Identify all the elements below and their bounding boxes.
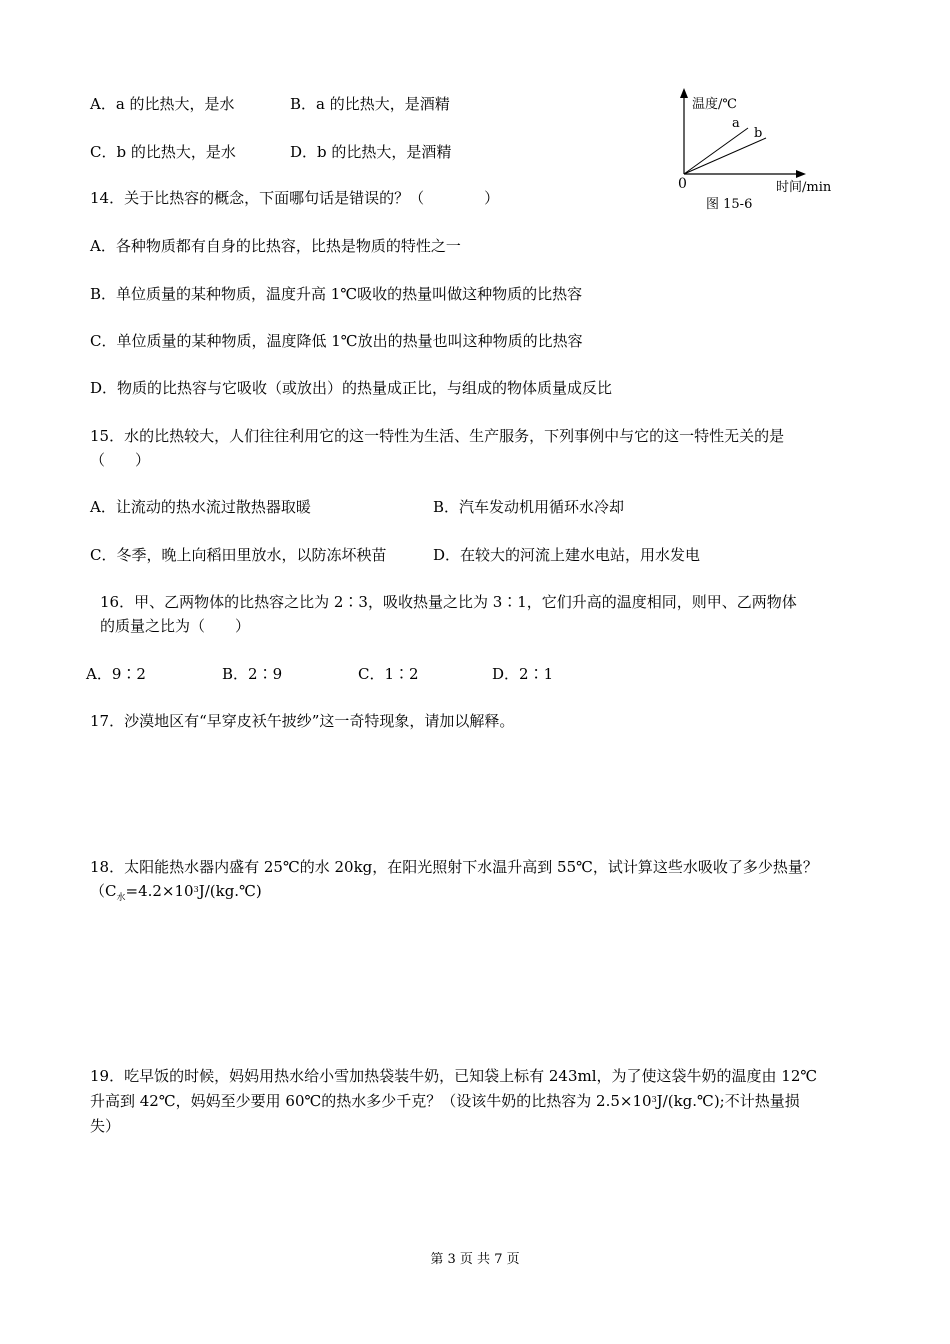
x-axis-label: 时间/min (776, 180, 832, 195)
q14-option-a: A．各种物质都有自身的比热容，比热是物质的特性之一 (90, 237, 461, 255)
figure-15-6 (668, 84, 848, 219)
line-a-label: a (732, 116, 740, 131)
q16-stem-line1: 16．甲、乙两物体的比热容之比为 2∶3，吸收热量之比为 3∶1，它们升高的温度相同，则甲、乙两物体 (100, 593, 797, 611)
line-a (684, 128, 748, 174)
x-axis-arrow (796, 170, 806, 178)
q13-option-a: A．a 的比热大，是水 (90, 95, 235, 113)
q19-line2-pre: 升高到 42℃，妈妈至少要用 60℃的热水多少千克？（设该牛奶的比热容为 2.5×10 (90, 1092, 652, 1110)
page-number: 第 3 页 共 7 页 (430, 1252, 520, 1267)
line-b (684, 138, 766, 174)
q16-option-b: B．2∶9 (222, 665, 283, 683)
line-b-label: b (754, 126, 763, 141)
q14-option-d: D．物质的比热容与它吸收（或放出）的热量成正比，与组成的物体质量成反比 (90, 379, 613, 397)
q18-line1: 18．太阳能热水器内盛有 25℃的水 20kg，在阳光照射下水温升高到 55℃，试计算这些水吸收了多少热量？ (90, 858, 818, 876)
q19-line1: 19．吃早饭的时候，妈妈用热水给小雪加热袋装牛奶，已知袋上标有 243ml，为了使这袋牛奶的温度由 12℃ (90, 1067, 818, 1085)
q13-option-b: B．a 的比热大，是酒精 (290, 95, 450, 113)
q14-stem: 14．关于比热容的概念，下面哪句话是错误的？（ ） (90, 189, 500, 207)
q15-option-c: C．冬季，晚上向稻田里放水，以防冻坏秧苗 (90, 546, 387, 564)
y-axis-arrow (680, 88, 688, 98)
y-axis-label: 温度/℃ (692, 97, 737, 112)
origin-label: 0 (678, 176, 687, 192)
q15-option-b: B．汽车发动机用循环水冷却 (433, 498, 625, 516)
q14-option-c: C．单位质量的某种物质，温度降低 1℃放出的热量也叫这种物质的比热容 (90, 332, 583, 350)
figure-caption: 图 15-6 (706, 197, 753, 212)
q15-option-a: A．让流动的热水流过散热器取暖 (90, 498, 311, 516)
q15-option-d: D．在较大的河流上建水电站，用水发电 (433, 546, 701, 564)
q14-option-b: B．单位质量的某种物质，温度升高 1℃吸收的热量叫做这种物质的比热容 (90, 285, 583, 303)
q17-stem: 17．沙漠地区有“早穿皮袄午披纱”这一奇特现象，请加以解释。 (90, 712, 515, 730)
q18-water-subscript: 水 (116, 893, 126, 903)
q19-exponent: 3 (651, 1095, 657, 1104)
q15-stem-line1: 15．水的比热较大，人们往往利用它的这一特性为生活、生产服务，下列事例中与它的这一特性无关的是 (90, 427, 785, 445)
q16-option-a: A．9∶2 (86, 665, 146, 683)
q15-stem-line2: （ ） (90, 451, 151, 469)
q18-exponent: 3 (193, 885, 199, 894)
q19-line2 (90, 1091, 800, 1114)
q13-option-c: C．b 的比热大，是水 (90, 143, 236, 161)
q16-stem-line2: 的质量之比为（ ） (100, 617, 251, 635)
q18-line2 (90, 881, 262, 904)
q18-line2-pre: （C (90, 882, 117, 900)
q16-option-c: C．1∶2 (358, 665, 419, 683)
q16-option-d: D．2∶1 (492, 665, 554, 683)
q13-option-d: D．b 的比热大，是酒精 (290, 143, 452, 161)
q19-line3: 失） (90, 1117, 121, 1135)
q18-line2-post: J/(kg.℃) (198, 882, 262, 900)
q18-line2-mid: =4.2×10 (125, 882, 194, 900)
q19-line2-post: J/(kg.℃);不计热量损 (656, 1092, 800, 1110)
